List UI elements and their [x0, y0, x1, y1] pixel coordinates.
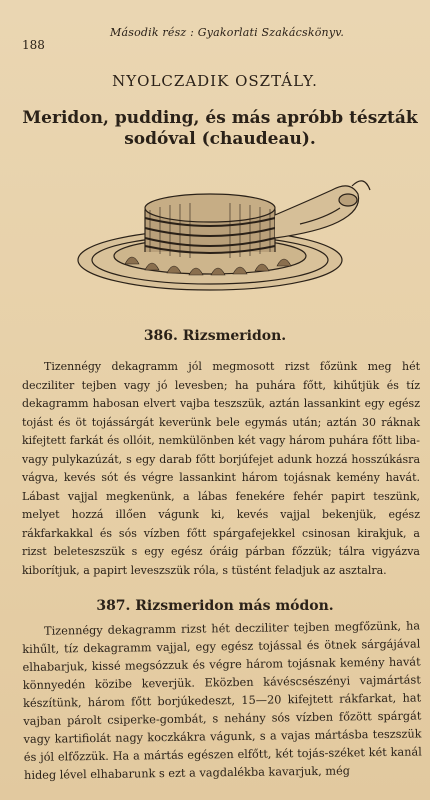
chapter-title: Meridon, pudding, és más apróbb tészták sodóval (chaudeau).: [22, 108, 418, 149]
page-number: 188: [22, 38, 45, 52]
recipe-title: 387. Rizsmeridon más módon.: [96, 598, 334, 614]
recipe-paragraph: Tizennégy dekagramm rizst hét decziliter tejben megfőzünk, ha kihűlt, tíz dekagramm vajjal, egy egész tojással és ötnek sárgájával elhabarjuk, kissé megsózzuk és végre három tojásnak kemény havát könnyedén közibe keverjük. Eközben kávéscsészényi vajmártást készítünk, három főtt borjúkedeszt, 15—20 kifejtett rákfarkat, hat vajban párolt csiperke-gombát, s nehány sós vízben főzött spárgát vagy kartifiolát nagy koczkákra vágunk, s a vajas mártásba teszszük és jól elfőzzük. Ha a mártás egészen elfőtt, két tojás-széket két kanál hideg lével elhabarunk s ezt a vagdalékba kavarjuk, még: [22, 619, 422, 782]
meridon-illustration: [70, 160, 375, 305]
recipe-text: [22, 358, 420, 580]
section-heading: NYOLCZADIK OSZTÁLY.: [112, 72, 318, 90]
recipe-text: [22, 617, 422, 785]
recipe-title: 386. Rizsmeridon.: [143, 328, 287, 344]
recipe-paragraph: Tizennégy dekagramm jól megmosott rizst főzünk meg hét decziliter tejben vagy jó levesben; ha puhára főtt, kihűtjük és tíz dekagramm habosan elvert vajba teszszük, aztán lassankint egy egész tojást és öt tojássárgát keverünk bele egymás után; aztán 30 ráknak kifejtett farkát és ollóit, nemkülönben két vagy három puhára főtt liba- vagy pulykazúzát, s egy darab főtt borjúfejet adunk hozzá hosszúkásra vágva, kevés sót és végre lassankint három tojásnak kemény havát. Lábast vajjal megkenünk, a lábas fenekére fehér papirt teszünk, melyet hozzá illően vágunk ki, kevés vajjal bekenjük, egész rákfarkakkal és sós vízben főtt spárgafejekkel csinosan kirakjuk, a rizst beleteszszük s egy egész óráig párban főzzük; tálra vigyázva kiborítjuk, a papirt leveszszük róla, s tüstént feladjuk az asztalra.: [22, 360, 420, 577]
page-header: [0, 22, 430, 52]
running-title: Második rész : Gyakorlati Szakácskönyv.: [110, 26, 345, 39]
